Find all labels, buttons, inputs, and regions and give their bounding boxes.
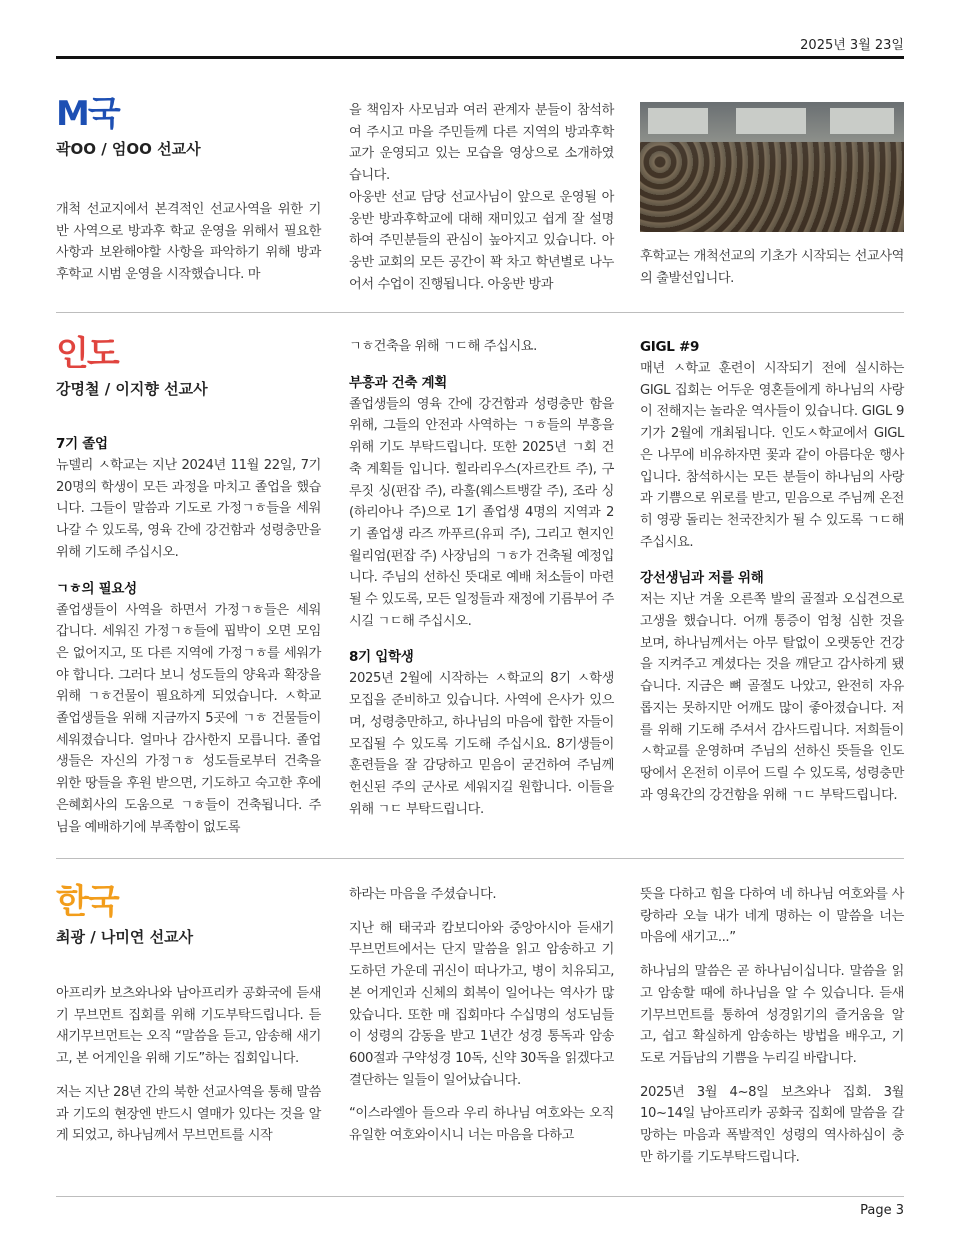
column-3 [640, 884, 904, 1168]
subheading: 7기 졸업 [56, 436, 108, 452]
missionary-names: 곽OO / 엄OO 선교사 [56, 140, 201, 158]
column-2 [349, 884, 614, 1147]
column-2 [349, 336, 614, 820]
subheading: 부흥과 건축 계획 [349, 374, 447, 391]
spacer [56, 159, 321, 199]
subheading: 8기 입학생 [349, 649, 414, 666]
column-1 [56, 880, 321, 1147]
missionary-names: 강명철 / 이지향 선교사 [56, 380, 208, 398]
subheading: ㄱㅎ의 필요성 [56, 580, 137, 597]
paragraph: 뜻을 다하고 힘을 다하여 네 하나님 여호와를 사랑하라 오늘 내가 네게 명하는 이 말씀을 너는 마음에 새기고...” [640, 887, 904, 946]
paragraph: 저는 지난 28년 간의 북한 선교사역을 통해 말씀과 기도의 현장엔 반드시 열매가 있다는 것을 알게 되었고, 하나님께서 무브먼트를 시작 [56, 1084, 321, 1144]
paragraph: 아프리카 보츠와나와 남아프리카 공화국에 듣새기 무브먼트 집회를 위해 기도부탁드립니다. 듣새기무브먼트는 오직 “말씀을 듣고, 암송해 새기고, 본 어게인을 위해 기도”하는 집회입니다. [56, 986, 321, 1067]
section-divider [56, 312, 904, 313]
header-rule [56, 56, 904, 59]
paragraph: 뉴델리 ㅅ학교는 지난 2024년 11월 22일, 7기 20명의 학생이 모든 과정을 마치고 졸업을 했습니다. 그들이 말씀과 기도로 가정ㄱㅎ들을 세워 나갈 수 있도록, 영육 간에 강건함과 성령충만을 위해 기도해 주십시오. [56, 458, 321, 560]
paragraph: 지난 해 태국과 캄보디아와 중앙아시아 듣새기 무브먼트에서는 단지 말씀을 읽고 암송하고 기도하던 가운데 귀신이 떠나가고, 병이 치유되고, 본 어게인과 신체의 회복이 일어나는 역사가 많았습니다. 또한 매 집회마다 수십명의 성도님들이 성령의 감동을 받고 1년간 성경 통독과 암송 600절과 구약성경 10독, 신약 30독을 읽겠다고 결단하는 일들이 일어났습니다. [349, 920, 614, 1088]
column-1 [56, 332, 321, 838]
spacer [56, 564, 321, 578]
paragraph: 아웅반 선교 담당 선교사님이 앞으로 운영될 아웅반 방과후학교에 대해 재미있고 쉽게 잘 설명하여 주민분들의 관심이 높아지고 있습니다. 아웅반 교회의 모든 공간이 꽉 차고 학년별로 나누어서 수업이 진행됩니다. 아웅반 방과 [349, 189, 614, 292]
country-title: M국 [56, 94, 119, 134]
paragraph: 2025년 3월 4~8일 보츠와나 집회. 3월 10~14일 남아프리카 공화국 집회에 말씀을 갈망하는 마음과 폭발적인 성령의 역사하심이 충만 하기를 기도부탁드립니다. [640, 1084, 904, 1165]
country-title: 인도 [56, 334, 118, 374]
spacer [640, 949, 904, 961]
column-3 [640, 336, 904, 806]
column-3 [640, 102, 904, 289]
classroom-photo [640, 102, 904, 232]
footer-rule [56, 1196, 904, 1197]
section-m-country [56, 92, 904, 307]
paragraph: 을 책임자 사모님과 여러 관계자 분들이 참석하여 주시고 마을 주민들께 다른 지역의 방과후학교가 운영되고 있는 모습을 영상으로 소개하였습니다. [349, 103, 614, 184]
subheading: GIGL #9 [640, 339, 700, 355]
section-divider [56, 858, 904, 859]
paragraph: 졸업생들이 사역을 하면서 가정ㄱㅎ들은 세워 갑니다. 세워진 가정ㄱㅎ들에 핍박이 오면 모임은 없어지고, 또 다른 지역에 가정ㄱㅎ를 세워가야 합니다. 그러다 보니 성도들의 양육과 확장을 위해 ㄱㅎ건물이 필요하게 되었습니다. ㅅ학교 졸업생들을 위해 지금까지 5곳에 ㄱㅎ 건물들이 세워졌습니다. 얼마나 감사한지 모릅니다. 졸업생들은 자신의 가정ㄱㅎ 성도들로부터 건축을 위한 땅들을 후원 받으면, 기도하고 숙고한 후에 은혜회사의 도움으로 ㄱㅎ들이 건축됩니다. 주님을 예배하기에 부족함이 없도록 [56, 602, 321, 835]
paragraph: “이스라엘아 들으라 우리 하나님 여호와는 오직 유일한 여호와이시니 너는 마음을 다하고 [349, 1106, 614, 1144]
paragraph: ㄱㅎ건축을 위해 ㄱㄷ해 주십시요. [349, 339, 537, 354]
subheading: 강선생님과 저를 위해 [640, 570, 764, 587]
section-korea [56, 880, 904, 1190]
page-number: Page 3 [860, 1203, 904, 1218]
paragraph: 하라는 마음을 주셨습니다. [349, 887, 497, 902]
issue-date: 2025년 3월 23일 [800, 38, 904, 53]
spacer [349, 1091, 614, 1103]
country-title: 한국 [56, 882, 118, 922]
paragraph: 개척 선교지에서 본격적인 선교사역을 위한 기반 사역으로 방과후 학교 운영을 위해서 필요한 사항과 보완해야할 사항을 파악하기 위해 방과후학교 시범 운영을 시작했습니다. 마 [56, 202, 321, 283]
column-2 [349, 100, 614, 295]
spacer [56, 947, 321, 983]
section-india [56, 332, 904, 842]
paragraph: 하나님의 말씀은 곧 하나님이십니다. 말씀을 읽고 암송할 때에 하나님을 알 수 있습니다. 듣새기무브먼트를 통하여 성경읽기의 즐거움을 알고, 쉽고 확실하게 암송하는 방법을 배우고, 기도로 거듭남의 기쁨을 누리길 바랍니다. [640, 964, 904, 1066]
spacer [349, 358, 614, 372]
paragraph: 매년 ㅅ학교 훈련이 시작되기 전에 실시하는 GIGL 집회는 어두운 영혼들에게 하나님의 사랑이 전해지는 놀라운 역사들이 있습니다. GIGL 9기가 2월에 개최됩니다. 인도ㅅ학교에서 GIGL은 나무에 비유하자면 꽃과 같이 아름다운 행사입니다. 참석하시는 모든 분들이 하나님의 사랑과 기쁨으로 위로를 받고, 믿음으로 주님께 온전히 영광 돌리는 천국잔치가 될 수 있도록 ㄱㄷ해 주십시요. [640, 361, 904, 550]
spacer [349, 632, 614, 646]
spacer [640, 553, 904, 567]
paragraph: 2025년 2월에 시작하는 ㅅ학교의 8기 ㅅ학생 모집을 준비하고 있습니다. 사역에 은사가 있으며, 성령충만하고, 하나님의 마음에 합한 자들이 모집될 수 있도록 기도해 주십시요. 8기생들이 훈련들을 잘 감당하고 믿음이 굳건하여 주님께 헌신된 주의 군사로 세워지길 원합니다. 이들을 위해 ㄱㄷ 부탁드립니다. [349, 671, 614, 817]
paragraph: 후학교는 개척선교의 기초가 시작되는 선교사역의 출발선입니다. [640, 249, 904, 286]
paragraph: 졸업생들의 영육 간에 강건함과 성령충만 함을 위해, 그들의 안전과 사역하는 ㄱㅎ들의 부흥을 위해 기도 부탁드립니다. 또한 2025년 ㄱ회 건축 계획들 입니다. 힐라리우스(자르칸트 주), 구루짓 싱(펀잡 주), 라훌(웨스트뱅갈 주), 조라 싱(하리아나 주)으로 1기 졸업생 4명의 지역과 2기 졸업생 라즈 까푸르(유피 주), 그리고 현지인 윌리엄(펀잡 주) 사장님의 ㄱㅎ가 건축될 예정입니다. 주님의 선하신 뜻대로 예배 처소들이 마련될 수 있도록, 모든 일정들과 재정에 기름부어 주시길 ㄱㄷ해 주십시오. [349, 396, 614, 629]
spacer [640, 1070, 904, 1082]
spacer [56, 1070, 321, 1082]
paragraph: 저는 지난 겨울 오른쪽 발의 골절과 오십견으로 고생을 했습니다. 어깨 통증이 엄청 심한 것을 보며, 하나님께서는 아무 탈없이 오랫동안 건강을 지켜주고 계셨다는 것을 깨닫고 감사하게 됐습니다. 지금은 뼈 골절도 나았고, 완전히 자유롭지는 못하지만 어깨도 많이 좋아졌습니다. 저를 위해 기도해 주셔서 감사드립니다. 저희들이 ㅅ학교를 운영하며 주님의 선하신 뜻들을 인도 땅에서 온전히 이루어 드릴 수 있도록, 성령충만과 영육간의 강건함을 위해 ㄱㄷ 부탁드립니다. [640, 592, 904, 803]
column-1 [56, 92, 321, 286]
missionary-names: 최광 / 나미연 선교사 [56, 928, 194, 946]
spacer [56, 399, 321, 433]
spacer [349, 906, 614, 918]
